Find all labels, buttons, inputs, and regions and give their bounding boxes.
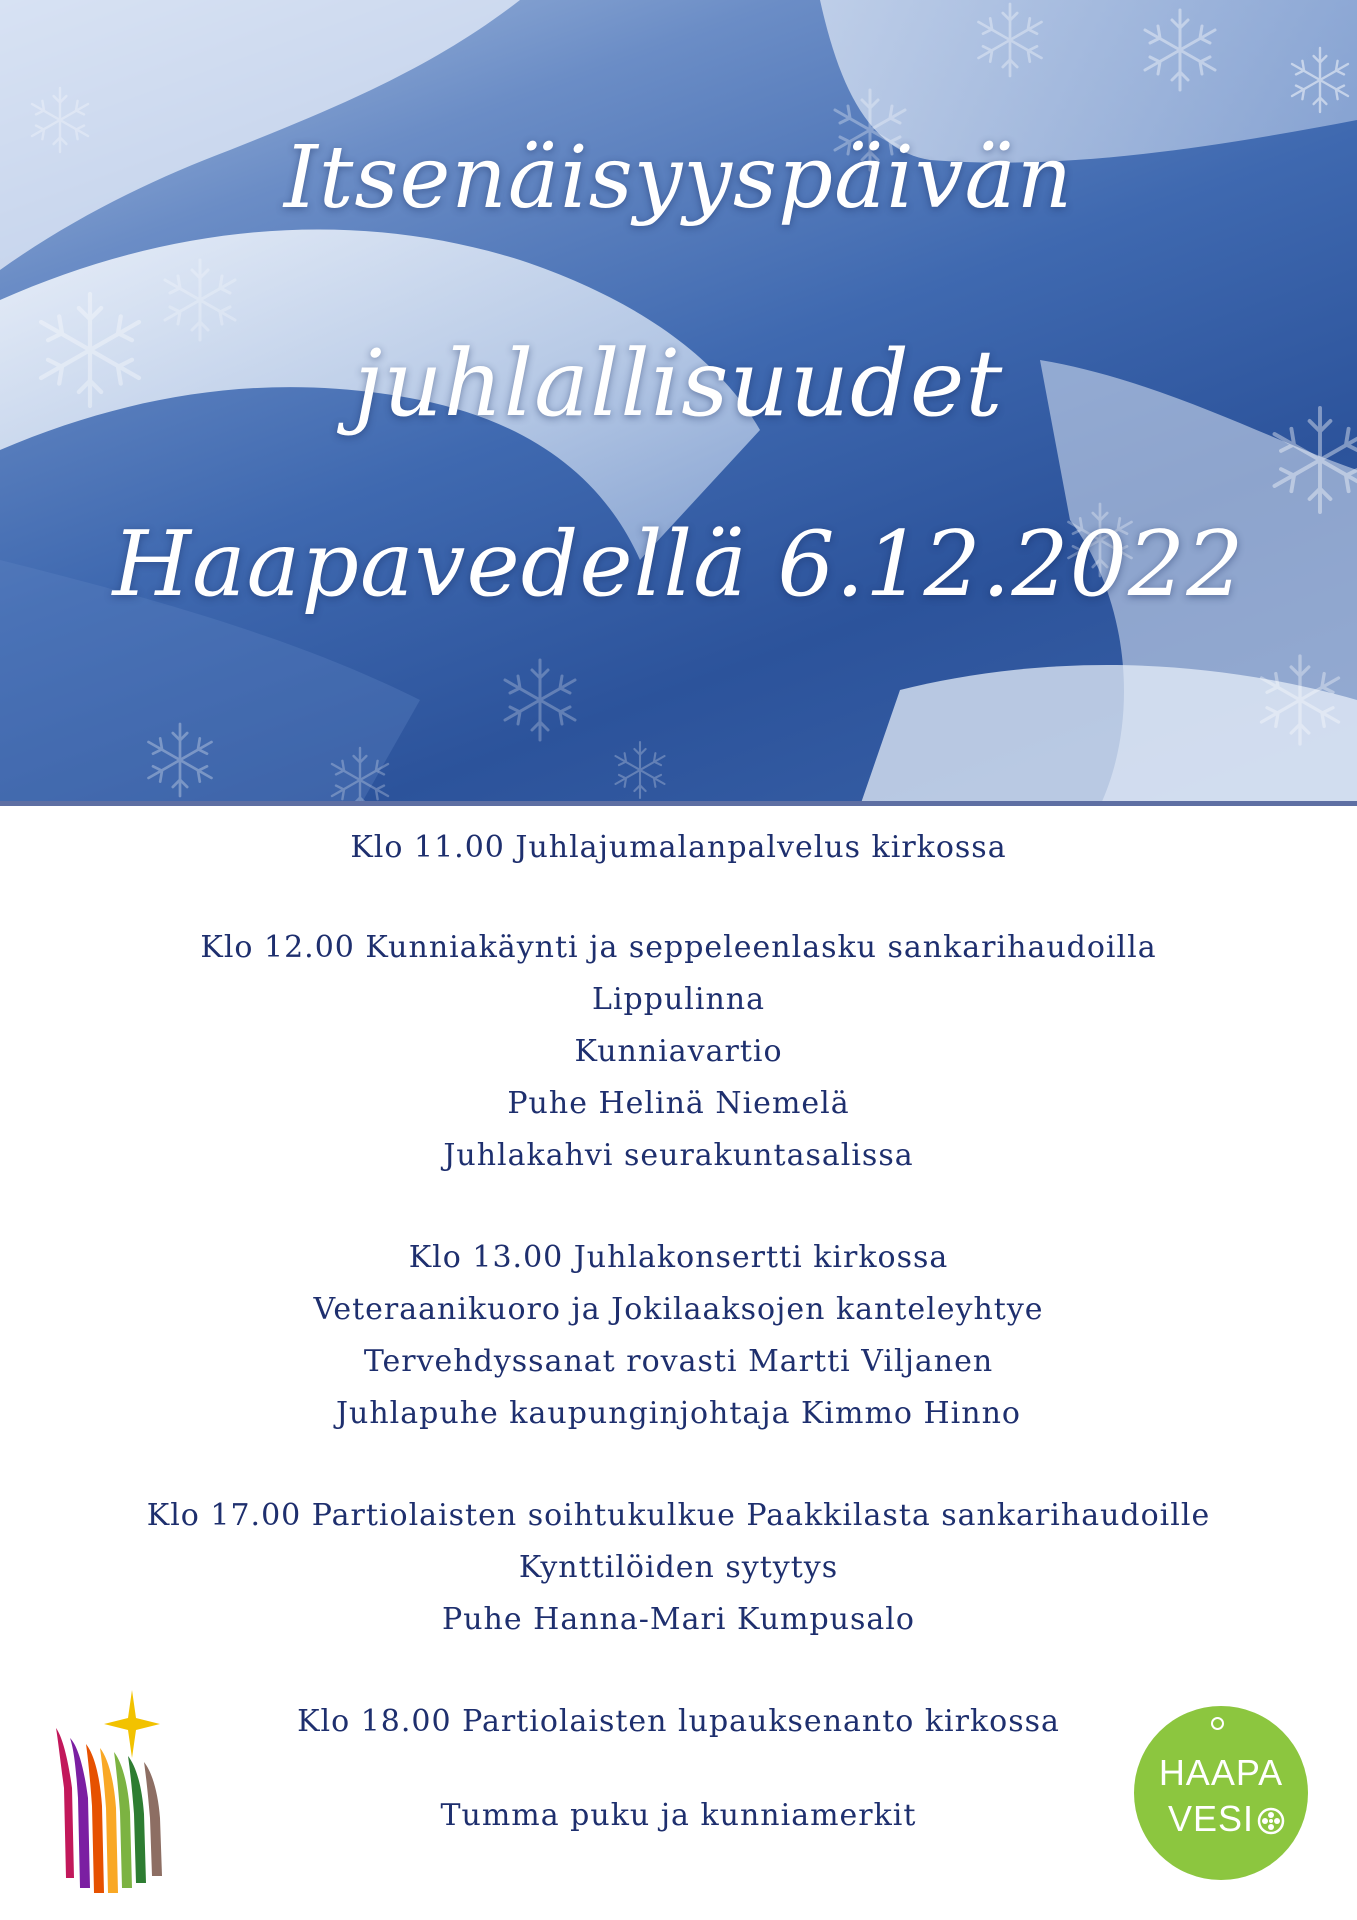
program-line: Puhe Helinä Niemelä xyxy=(507,1086,850,1121)
title-line-2: juhlallisuudet xyxy=(353,330,1004,437)
program-line: Puhe Hanna-Mari Kumpusalo xyxy=(442,1602,915,1637)
program-line: Juhlapuhe kaupunginjohtaja Kimmo Hinno xyxy=(336,1396,1021,1431)
program-line: Klo 18.00 Partiolaisten lupauksenanto kirkossa xyxy=(297,1704,1060,1739)
program-line: Juhlakahvi seurakuntasalissa xyxy=(443,1138,914,1173)
program-line: Lippulinna xyxy=(592,982,765,1017)
flower-icon xyxy=(1256,1806,1286,1836)
city-logo-text-2: VESI xyxy=(1167,1798,1255,1839)
program-line: Kynttilöiden sytytys xyxy=(518,1550,839,1585)
program-line: Tervehdyssanat rovasti Martti Viljanen xyxy=(363,1344,994,1379)
city-logo-ring xyxy=(1211,1717,1224,1730)
program-line: Klo 12.00 Kunniakäynti ja seppeleenlasku sankarihaudoilla xyxy=(200,930,1157,965)
program-line: Klo 17.00 Partiolaisten soihtukulkue Paakkilasta sankarihaudoille xyxy=(146,1498,1211,1533)
city-logo-text-1: HAAPA xyxy=(1158,1752,1284,1793)
hero-divider xyxy=(0,801,1357,806)
title-line-3: Haapavedellä 6.12.2022 xyxy=(112,512,1245,617)
program-line: Klo 11.00 Juhlajumalanpalvelus kirkossa xyxy=(350,830,1007,865)
program-line: Klo 13.00 Juhlakonsertti kirkossa xyxy=(408,1240,949,1275)
program-line: Tumma puku ja kunniamerkit xyxy=(440,1798,917,1833)
title-line-1: Itsenäisyyspäivän xyxy=(283,128,1074,228)
program-line: Veteraanikuoro ja Jokilaaksojen kanteleyhtye xyxy=(313,1292,1044,1327)
hero-banner xyxy=(0,0,1357,806)
program-line: Kunniavartio xyxy=(574,1034,783,1069)
parish-logo-icon xyxy=(48,1688,178,1903)
